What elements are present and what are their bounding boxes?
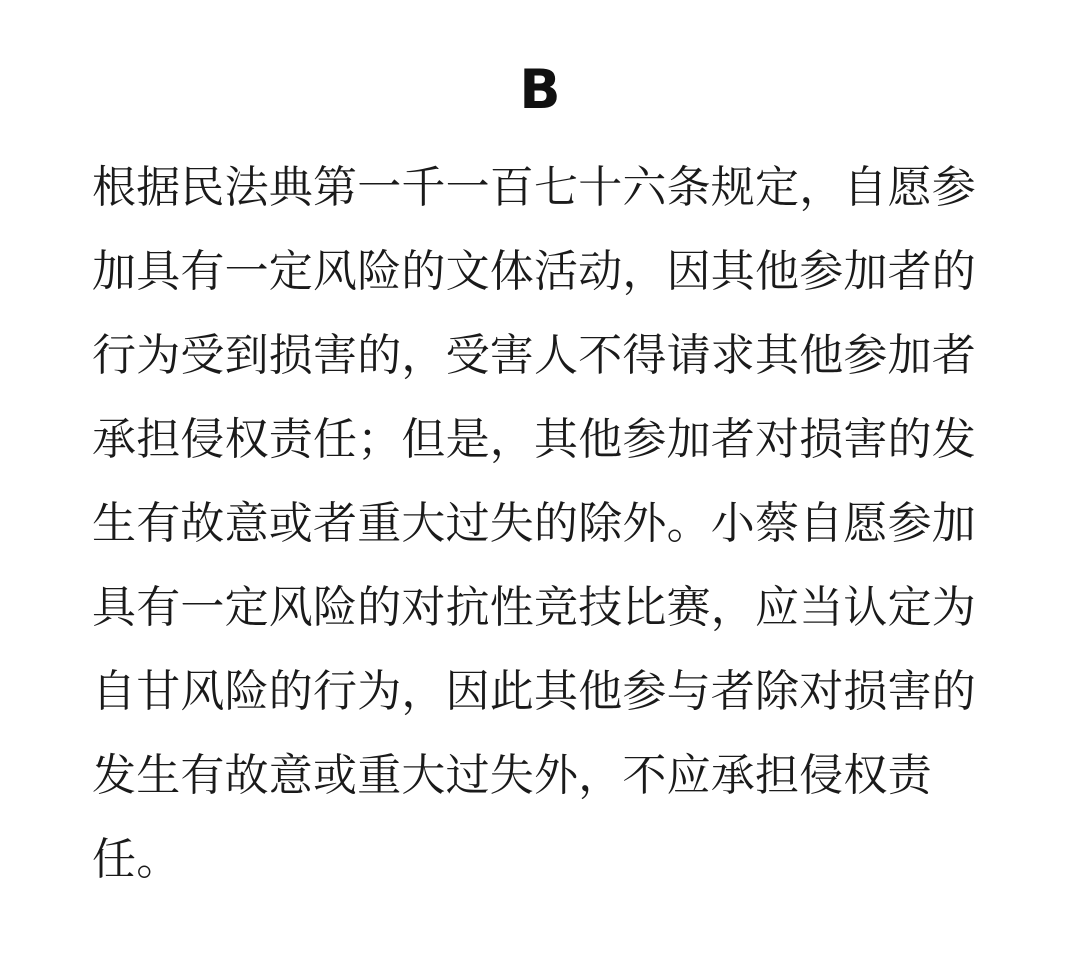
answer-heading: B bbox=[519, 58, 561, 121]
explanation-paragraph: 根据民法典第一千一百七十六条规定，自愿参加具有一定风险的文体活动，因其他参加者的行为受到损害的，受害人不得请求其他参加者承担侵权责任；但是，其他参加者对损害的发生有故意或者重大过失的除外。小蔡自愿参加具有一定风险的对抗性竞技比赛，应当认定为自甘风险的行为，因此其他参与者除对损害的发生有故意或重大过失外，不应承担侵权责任。 bbox=[92, 162, 976, 885]
